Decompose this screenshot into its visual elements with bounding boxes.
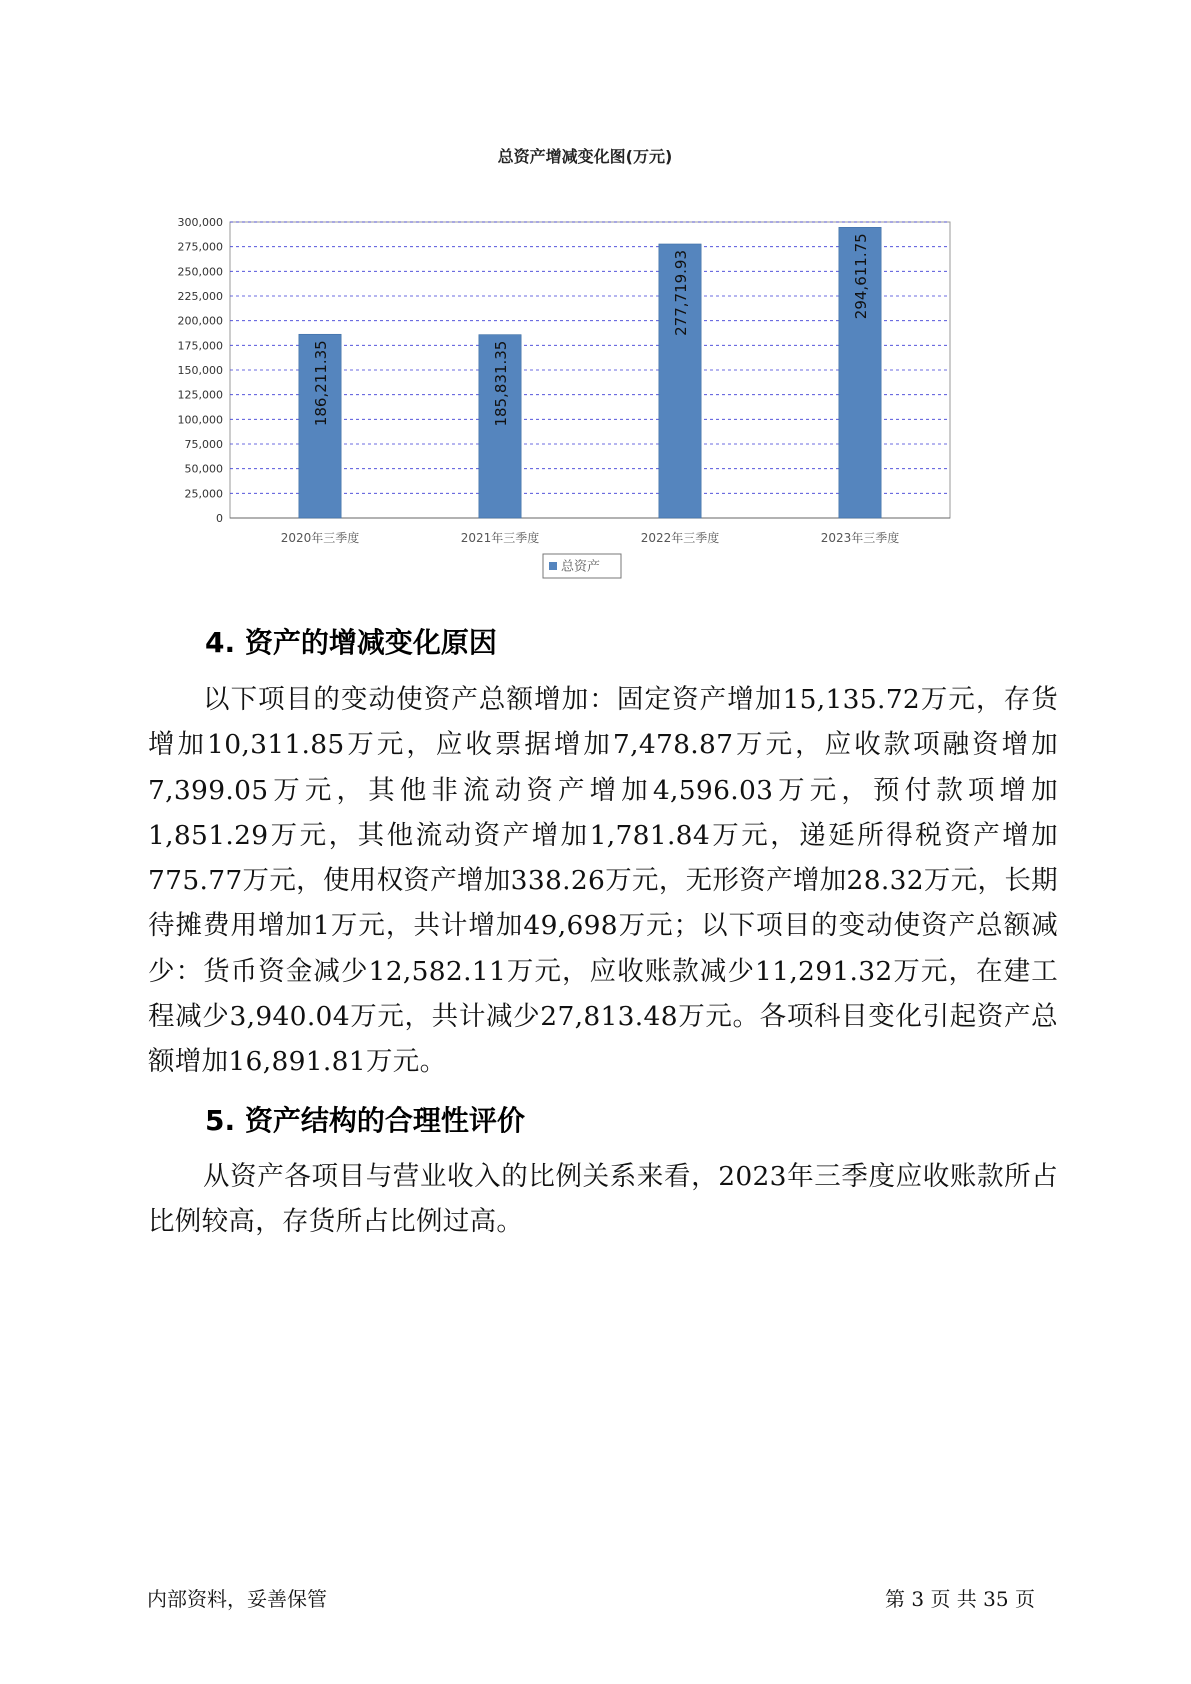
x-tick-label: 2023年三季度 bbox=[820, 531, 900, 545]
total-assets-chart bbox=[150, 140, 1020, 600]
y-tick-label: 75,000 bbox=[184, 438, 223, 451]
y-tick-label: 25,000 bbox=[184, 487, 223, 501]
x-tick-label: 2022年三季度 bbox=[640, 531, 720, 545]
bar-value-label: 185,831.35 bbox=[492, 340, 510, 427]
x-tick-label: 2021年三季度 bbox=[460, 531, 540, 545]
section-heading-5: 5. 资产结构的合理性评价 bbox=[205, 1104, 525, 1137]
x-tick-label: 2020年三季度 bbox=[280, 531, 360, 545]
chart-title: 总资产增减变化图(万元) bbox=[497, 147, 673, 166]
legend-label: 总资产 bbox=[561, 559, 601, 575]
bar-value-label: 277,719.93 bbox=[672, 249, 690, 336]
legend-swatch bbox=[549, 562, 557, 570]
section-paragraph-5: 从资产各项目与营业收入的比例关系来看，2023年三季度应收账款所占比例较高，存货所占比例过高。 bbox=[148, 1161, 1058, 1238]
page-number: 第 3 页 共 35 页 bbox=[885, 1587, 1035, 1611]
y-tick-label: 0 bbox=[216, 512, 223, 525]
section-heading-4: 4. 资产的增减变化原因 bbox=[205, 626, 497, 659]
y-tick-label: 300,000 bbox=[177, 216, 223, 229]
y-tick-label: 150,000 bbox=[177, 364, 223, 377]
y-tick-label: 225,000 bbox=[177, 290, 223, 303]
y-tick-label: 50,000 bbox=[184, 462, 223, 476]
bar-value-label: 186,211.35 bbox=[312, 340, 330, 427]
section-paragraph-4: 以下项目的变动使资产总额增加：固定资产增加15,135.72万元，存货增加10,311.85万元，应收票据增加7,478.87万元，应收款项融资增加7,399.05万元，其他非流动资产增加4,596.03万元，预付款项增加1,851.29万元，其他流动资产增加1,781.84万元，递延所得税资产增加775.77万元，使用权资产增加338.26万元，无形资产增加28.32万元，长期待摊费用增加1万元，共计增加49,698万元；以下项目的变动使资产总额减少：货币资金减少12,582.11万元，应收账款减少11,291.32万元，在建工程减少3,940.04万元，共计减少27,813.48万元。各项科目变化引起资产总额增加16,891.81万元。 bbox=[148, 684, 1058, 1078]
footer-note: 内部资料，妥善保管 bbox=[147, 1587, 327, 1611]
bar-value-label: 294,611.75 bbox=[852, 233, 870, 320]
legend bbox=[543, 554, 621, 578]
chart-plot bbox=[150, 180, 1020, 600]
y-tick-label: 100,000 bbox=[177, 413, 223, 427]
y-tick-label: 275,000 bbox=[177, 240, 223, 254]
y-tick-label: 175,000 bbox=[177, 339, 223, 353]
y-tick-label: 200,000 bbox=[177, 314, 223, 328]
y-tick-label: 125,000 bbox=[177, 388, 223, 402]
y-tick-label: 250,000 bbox=[177, 265, 223, 279]
